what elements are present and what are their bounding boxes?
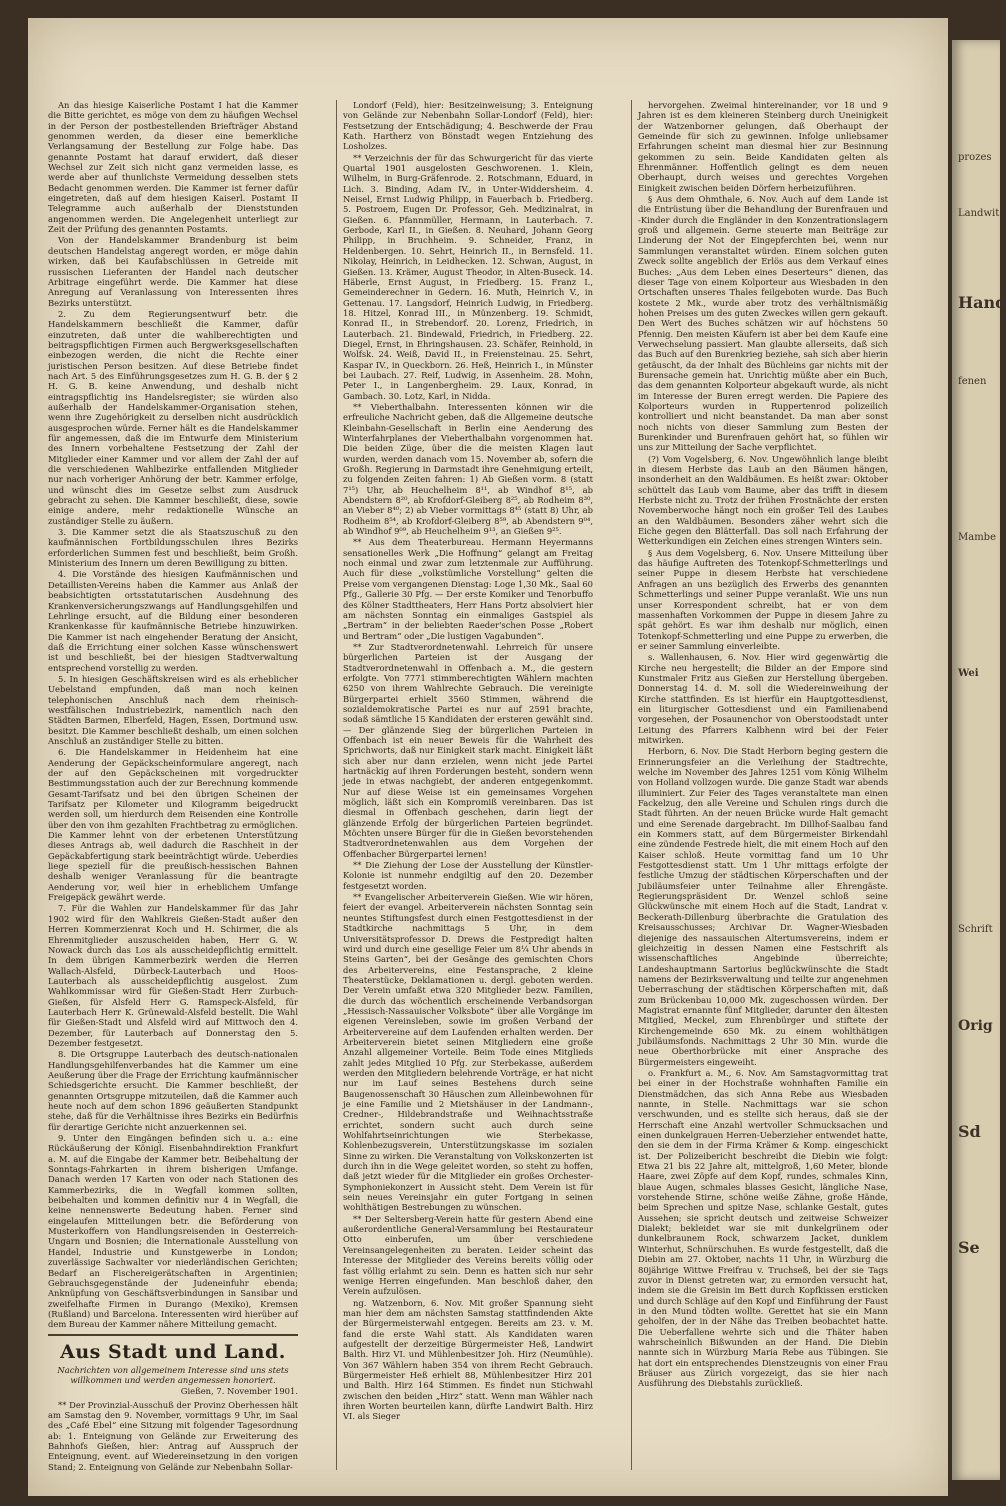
article-paragraph: ng. Watzenborn, 6. Nov. Mit großer Spannung sieht man hier dem am nächsten Samstag stattfindenden Akte der Bürgermeisterwahl entgegen. Bereits am 23. v. M. fand die erste Wahl statt. Als Kandidaten waren aufgestellt der derzeitige Bürgermeister Heß, Landwirt Balth. Hirz VI. und Mühlenbesitzer Joh. Hirz (Neumühle). Von 367 Wählern haben 354 von ihrem Recht Gebrauch. Bürgermeister Heß erhielt 88, Mühlenbesitzer Hirz 201 und Balth. Hirz 164 Stimmen. Es findet nun Stichwahl zwischen den beiden „Hirz“ statt. Wenn man Wähler nach ihren Worten beurteilen kann, dürfte Landwirt Balth. Hirz VI. als Sieger	[343, 1297, 593, 1422]
article-paragraph: ** Evangelischer Arbeiterverein Gießen. Wie wir hören, feiert der evangel. Arbeiterverein nächsten Sonntag sein neuntes Stiftungsfest durch einen Festgottesdienst in der Stadtkirche nachmittags 5 Uhr, in dem Universitätsprofessor D. Drews die Festpredigt halten wird und durch eine gesellige Feier um 8¼ Uhr abends in Steins Garten“, bei der Gesänge des gemischten Chors des Arbeitervereins, eine Festansprache, 2 kleine Theaterstücke, Deklamationen u. dergl. geboten werden. Der Verein umfaßt etwa 320 Mitglieder bezw. Familien, die durch das wöchentlich erscheinende Verbandsorgan „Hessisch-Nassauischer Volksbote“ über alle Vorgänge im eigenen Vereinsleben, sowie im großen Verband der Arbeitervereine auf dem Laufenden erhalten werden. Der Arbeiterverein bietet seinen Mitgliedern eine große Anzahl allgemeiner Vorteile. Beim Tode eines Mitglieds zahlt jedes Mitglied 10 Pfg. zur Sterbekasse, außerdem werden den Mitgliedern belehrende Vorträge, er hat nicht nur im Lauf seines Bestehens durch seine Baugenossenschaft 30 Häuschen zum Alleinbewohnen für je eine Familie und 2 Mietshäuser in der Landmann-, Credner-, Hildebrandstraße und Weihnachtsstraße errichtet, sondern sucht auch durch seine Wohlfahrtseinrichtungen wie Sterbekasse, Kohlenbezugsverein, Unterstützungskasse im sozialen Sinne zu wirken. Die Veranstaltung von Volkskonzerten ist durch ihn in die Wege geleitet worden, so steht zu hoffen, daß jetzt wieder für die Mitglieder ein großes Orchester-Symphoniekonzert in Aussicht steht. Dem Verein ist für sein neues Vereinsjahr ein guter Fortgang in seinen wohlthätigen Bestrebungen zu wünschen.	[343, 892, 593, 1213]
article-paragraph: § Aus dem Ohmthale, 6. Nov. Auch auf dem Lande ist die Entrüstung über die Behandlung der Burenfrauen und -Kinder durch die Engländer in den Konzentrationslagern groß und allgemein. Gerne steuerte man Beiträge zur Linderung der Not der Eingepferchten bei, wenn nur Sammlungen veranstaltet würden. Einem solchen guten Zweck sollte angeblich der Erlös aus dem Verkauf eines Buches: „Aus dem Leben eines Deserteurs“ dienen, das dieser Tage von einem Kolporteur aus Wiesbaden in den Ortschaften unseres Thales feilgeboten wurde. Das Buch kostete 2 Mk., wurde aber trotz des verhältnismäßig hohen Preises um des guten Zweckes willen gern gekauft. Den Wert des Buches schätzen wir auf höchstens 50 Pfennig. Den meisten Käufern ist aber bei dem Kaufe eine Verwechselung passiert. Man glaubte allerseits, daß sich das Buch auf den Burenkrieg beziehe, sah sich aber hierin getäuscht, da der Inhalt des Büchleins gar nichts mit der Burensache gemein hat. Unrichtig müßte aber ein Buch, das dem genannten Kolporteur abgekauft wurde, als nicht im Interesse der Buren erregt werden. Die Papiere des Kolporteurs wurden in Ruppertenrod polizeilich kontrolliert und nicht beanstandet. Da man aber sonst noch nichts von dieser Sammlung zum Besten der Burenkinder und Burenfrauen gehört hat, so fühlen wir uns zur Mitteilung der Sache verpflichtet.	[638, 194, 888, 453]
article-paragraph: 2. Zu dem Regierungsentwurf betr. die Handelskammern beschließt die Kammer, dafür einzutreten, daß unter die wahlberechtigten und beitragspflichtigen Firmen auch Bergwerksgesellschaften einbezogen werden, die nicht die Rechte einer juristischen Person besitzen. Auf diese Betriebe findet nach Art. 5 des Einführungsgesetzes zum H. G. B. der § 2 H. G. B. keine Anwendung, und deshalb nicht eintragspflichtig ins Handelsregister; sie würden also außerhalb der Handelskammer-Organisation stehen, wenn ihre Zugehörigkeit zu derselben nicht ausdrücklich ausgesprochen würde. Ferner hält es die Handelskammer für angemessen, daß die im Entwurfe dem Ministerium des Innern vorbehaltene Festsetzung der Zahl der Mitglieder einer Kammer und vor allem der Zahl der auf die verschiedenen Wahlbezirke entfallenden Mitglieder nur nach vorheriger Anhörung der betr. Kammer erfolge, und wünscht dies im Gesetze selbst zum Ausdruck gebracht zu sehen. Die Kammer beschließt, diese, sowie einige andere, mehr redaktionelle Wünsche an zuständiger Stelle zu äußern.	[48, 308, 298, 526]
article-paragraph: ** Vieberthalbahn. Interessenten können wir die erfreuliche Nachricht geben, daß die Allgemeine deutsche Kleinbahn-Gesellschaft in Berlin eine Aenderung des Winterfahrplanes der Vieberthalbahn vorgenommen hat. Die beiden Züge, über die die meisten Klagen laut wurden, werden danach vom 15. November ab, sofern die Großh. Regierung in Darmstadt ihre Genehmigung erteilt, zu folgenden Zeiten fahren: 1) Ab Gießen vorm. 8 (statt 7¹⁵) Uhr, ab Heuchelheim 8¹¹, ab Windhof 8¹⁵, ab Abendstern 8²⁰, ab Krofdorf-Gleiberg 8²⁵, ab Rodheim 8³⁰, an Vieber 8⁴⁰; 2) ab Vieber vormittags 8⁴⁵ (statt 8) Uhr, ab Rodheim 8⁵⁴, ab Krofdorf-Gleiberg 8⁵⁹, ab Abendstern 9⁰⁴, ab Windhof 9⁰⁹, ab Heuchelheim 9¹³, an Gießen 9²⁵.	[343, 401, 593, 537]
edge-text: Sd	[958, 1122, 981, 1141]
article-paragraph: 4. Die Vorstände des hiesigen Kaufmännischen und Detaillisten-Vereins haben die Kammer aus Anlaß der beabsichtigten ortsstatutarischen Ausdehnung des Krankenversicherungszwangs auf Handlungsgehilfen und Lehrlinge ersucht, auf die Bildung einer besonderen Krankenkasse für kaufmännische Betriebe hinzuwirken. Die Kammer ist nach eingehender Beratung der Ansicht, daß die Errichtung einer solchen Kasse wünschenswert ist und beschließt, bei der hiesigen Stadtverwaltung entsprechend vorstellig zu werden.	[48, 569, 298, 673]
edge-text: Orig	[958, 1018, 993, 1034]
column-2	[343, 100, 593, 1470]
edge-text: Wei	[958, 668, 979, 679]
adjacent-page-edge	[952, 40, 1006, 1480]
article-paragraph: § Aus dem Vogelsberg, 6. Nov. Unsere Mitteilung über das häufige Auftreten des Totenkopf-Schmetterlings und seiner Puppe in diesem Herbste hat verschiedene Anfragen an uns bezüglich des Erwerbs des genannten Schmetterlings und seiner Puppe veranlaßt. Wie uns nun unser Korrespondent schreibt, hat er von dem massenhaften Vorkommen der Puppe in diesem Jahre zu spät gehört. Es war ihm deshalb nur möglich, einen Totenkopf-Schmetterling und eine Puppe zu erwerben, die er seiner Sammlung einverleibte.	[638, 547, 888, 651]
article-paragraph: ** Der Seltersberg-Verein hatte für gestern Abend eine außerordentliche General-Versammlung bei Restaurateur Otto einberufen, um über verschiedene Vereinsangelegenheiten zu beraten. Leider scheint das Interesse der Mitglieder des Vereins bereits völlig oder fast völlig erlahmt zu sein. Denn es hatten sich nur sehr wenige Herren eingefunden. Man beschloß daher, den Verein aufzulösen.	[343, 1213, 593, 1297]
article-paragraph: 8. Die Ortsgruppe Lauterbach des deutsch-nationalen Handlungsgehilfenverbandes hat die Kammer um eine Aeußerung über die Frage der Errichtung kaufmännischer Schiedsgerichte ersucht. Die Kammer beschließt, der genannten Ortsgruppe mitzuteilen, daß die Kammer auch heute noch auf dem schon 1896 geäußerten Standpunkt stehe, daß für die Verhältnisse ihres Bezirks ein Bedürfnis für derartige Gerichte nicht anzuerkennen sei.	[48, 1049, 298, 1132]
article-paragraph: ** Der Provinzial-Ausschuß der Provinz Oberhessen hält am Samstag den 9. November, vormittags 9 Uhr, im Saal des „Café Ebel“ eine Sitzung mit folgender Tagesordnung ab: 1. Enteignung von Gelände zur Erweiterung des Bahnhofs Gießen, hier: Antrag auf Ausspruch der Enteignung, event. auf Wiedereinsetzung in den vorigen Stand; 2. Enteignung von Gelände zur Nebenbahn Sollar-	[48, 1399, 298, 1472]
article-paragraph: Londorf (Feld), hier: Besitzeinweisung; 3. Enteignung von Gelände zur Nebenbahn Sollar-Londorf (Feld), hier: Festsetzung der Entschädigung; 4. Beschwerde der Frau Kath. Hartherz von Bönstadt wegen Entziehung des Losholzes.	[343, 100, 593, 152]
edge-text: Hand	[958, 293, 1006, 312]
column-rule	[631, 100, 632, 1470]
edge-text: Se	[958, 1238, 980, 1257]
article-paragraph: 7. Für die Wahlen zur Handelskammer für das Jahr 1902 wird für den Wahlkreis Gießen-Stadt außer den Herren Kommerzienrat Koch und H. Schirmer, die als Ehrenmitglieder auszuscheiden haben, Herr G. W. Nowack durch das Los als ausscheidepflichtig ermittelt. In dem übrigen Kammerbezirk werden die Herren Wallach-Alsfeld, Dürbeck-Lauterbach und Hoos-Lauterbach als ausscheidepflichtig ausgelost. Zum Wahlkommissar wird für Gießen-Stadt Herr Zurbuch-Gießen, für Alsfeld Herr G. Ramspeck-Alsfeld, für Lauterbach Herr K. Grünewald-Alsfeld bestellt. Die Wahl für Gießen-Stadt und Alsfeld wird auf Mittwoch den 4. Dezember, für Lauterbach auf Donnerstag den 5. Dezember festgesetzt.	[48, 903, 298, 1048]
column-3	[638, 100, 888, 1470]
edge-text: fenen	[958, 376, 987, 387]
article-paragraph: An das hiesige Kaiserliche Postamt I hat die Kammer die Bitte gerichtet, es möge von dem zu häufigen Wechsel in der Person der postbestellenden Briefträger Abstand genommen werden, da dieser eine bemerkliche Verlangsamung der Bestellung zur Folge habe. Das genannte Postamt hat darauf erwidert, daß dieser Wechsel zur Zeit sich nicht ganz vermeiden lasse, es werde aber auf thunlichste Vermeidung desselben stets Bedacht genommen werden. Die Kammer ist ferner dafür eingetreten, daß auf dem hiesigen Kaiserl. Postamt II Telegramme auch außerhalb der Dienststunden angenommen werden. Die Angelegenheit unterliegt zur Zeit der Prüfung des genannten Postamts.	[48, 100, 298, 235]
article-paragraph: 9. Unter den Eingängen befinden sich u. a.: eine Rückäußerung der Königl. Eisenbahndirektion Frankfurt a. M. auf die Eingabe der Kammer betr. Beibehaltung der Sonntags-Fahrkarten in ihrem bisherigen Umfange. Danach werden 17 Karten von oder nach Stationen des Kammerbezirks, die in Wegfall kommen sollten, beibehalten und kommen definitiv nur 4 in Wegfall, die keine nennenswerte Bedeutung haben. Ferner sind eingelaufen Mitteilungen betr. die Beförderung von Musterkoffern von Handlungsreisenden in Oesterreich-Ungarn und Bosnien; die Internationale Ausstellung von Handel, Industrie und Kunstgewerbe in London; zuverlässige Sachwalter vor niederländischen Gerichten; Bedarf an Fischereigerätschaften in Argentinien; Gebrauchsgegenstände der Judeneinfuhr ebenda; Anknüpfung von Geschäftsverbindungen in Sansibar und zweifelhafte Firmen in Durango (Mexiko), Kremsen (Rußland) und Barcelona. Interessenten wird hierüber auf dem Bureau der Kammer nähere Mitteilung gemacht.	[48, 1133, 298, 1330]
column-1	[48, 100, 298, 1470]
article-paragraph: ** Verzeichnis der für das Schwurgericht für das vierte Quartal 1901 ausgelosten Geschworenen. 1. Klein, Wilhelm, in Burg-Gräfenrode. 2. Rotschmann, Eduard, in Lich. 3. Binding, Adam IV., in Unter-Widdersheim. 4. Neisel, Ernst Ludwig Philipp, in Fauerbach b. Friedberg. 5. Postroem, Eugen Dr. Professor, Geh. Medizinalrat, in Gießen. 6. Pfannmüller, Hermann, in Lauterbach. 7. Gerbode, Karl II., in Gießen. 8. Neuhard, Johann Georg Philipp, in Bruchheim. 9. Schneider, Franz, in Heldenbergen. 10. Sehrt, Heinrich II., in Bernsfeld. 11. Nikolay, Heinrich, in Leidhecken. 12. Schwan, August, in Gießen. 13. Krämer, August Theodor, in Alten-Buseck. 14. Häberle, Ernst August, in Friedberg. 15. Franz I., Gemeinderechner in Gedern. 16. Muth, Heinrich V., in Gettenau. 17. Langsdorf, Heinrich Ludwig, in Friedberg. 18. Hitzel, Konrad III., in Münzenberg. 19. Schmidt, Konrad II., in Strebendorf. 20. Lorenz, Friedrich, in Lauterbach. 21. Bindewald, Friedrich, in Friedberg. 22. Diegel, Ernst, in Ehringshausen. 23. Schäfer, Reinhold, in Wolfsk. 24. Weiß, David II., in Freiensteinau. 25. Sehrt, Kaspar IV., in Queckborn. 26. Heß, Heinrich I., in Münster bei Laubach. 27. Reif, Ludwig, in Assenheim. 28. Mohn, Peter I., in Langenbergheim. 29. Laux, Konrad, in Gambach. 30. Lotz, Karl, in Nidda.	[343, 152, 593, 401]
article-paragraph: ** Zur Stadtverordnetenwahl. Lehrreich für unsere bürgerlichen Parteien ist der Ausgang der Stadtverordnetenwahl in Offenbach a. M., die gestern erfolgte. Von 7771 stimmberechtigten Wählern machten 6250 von ihrem Wahlrechte Gebrauch. Die vereinigte Bürgerpartei erhielt 3560 Stimmen, während die sozialdemokratische Partei es nur auf 2591 brachte, sodaß sämtliche 15 Kandidaten der ersteren gewählt sind. — Der glänzende Sieg der bürgerlichen Parteien in Offenbach ist ein neuer Beweis für die Wahrheit des Sprichworts, daß nur Einigkeit stark macht. Einigkeit läßt sich aber nur dann erzielen, wenn nicht jede Partei hartnäckig auf ihren Forderungen besteht, sondern wenn jede in etwas nachgiebt, der anderen entgegenkommt. Nur auf diese Weise ist ein gemeinsames Vorgehen möglich, läßt sich ein Kompromiß vereinbaren. Das ist diesmal in Offenbach geschehen, darin liegt der glänzende Erfolg der bürgerlichen Parteien begründet. Möchten unsere Bürger für die in Gießen bevorstehenden Stadtverordnetenwahlen aus dem Vorgehen der Offenbacher Bürgerpartei lernen!	[343, 641, 593, 859]
article-paragraph: Herborn, 6. Nov. Die Stadt Herborn beging gestern die Erinnerungsfeier an die Verleihung der Stadtrechte, welche im November des Jahres 1251 vom König Wilhelm von Holland vollzogen wurde. Die ganze Stadt war abends illuminiert. Zur Feier des Tages veranstaltete man einen Fackelzug, den alle Vereine und Schulen rings durch die Stadt führten. An der neuen Brücke wurde Halt gemacht und eine Serenade dargebracht. Im Dillhof-Saalbau fand ein Kommers statt, auf dem Bürgermeister Birkendahl eine zündende Festrede hielt, die mit einem Hoch auf den Kaiser schloß. Heute vormittag fand um 10 Uhr Festgottesdienst statt. Um 1 Uhr mittags erfolgte der festliche Umzug der städtischen Körperschaften und der Jubiläumsfeier unter Teilnahme aller Ehrengäste. Regierungspräsident Dr. Wenzel schloß seine Glückwünsche mit einem Hoch auf die Stadt, Landrat v. Beckerath-Dillenburg überbrachte die Gratulation des Kreisausschusses; Archivar Dr. Wagner-Wiesbaden diejenige des nassauischen Altertumsvereins, indem er gleichzeitig in dessen Namen eine Festschrift als wissenschaftliches Angebinde überreichte; Landeshauptmann Sartorius beglückwünschte die Stadt namens der Bezirksverwaltung und teilte zur angenehmen Ueberraschung der städtischen Körperschaften mit, daß zum Brückenbau 10,000 Mk. zugeschossen würden. Der Magistrat ernannte fünf Mitglieder, darunter den ältesten Mitglied, Meckel, zum Ehrenbürger und stiftete der Kirchengemeinde 650 Mk. zu einem wohlthätigen Jubiläumsfonds. Nachmittags 2 Uhr 30 Min. wurde die neue Oberthorbrücke mit einer Ansprache des Bürgermeisters eingeweiht.	[638, 746, 888, 1067]
article-paragraph: s. Wallenhausen, 6. Nov. Hier wird gegenwärtig die Kirche neu hergestellt; die Bilder an der Empore sind Kunstmaler Fritz aus Gießen zur Herstellung übergeben. Donnerstag 14. d. M. soll die Wiedereinweihung der Kirche stattfinden. Es ist hierfür ein Hauptgottesdienst, ein liturgischer Gottesdienst und ein Familienabend vorgesehen, der Posaunenchor von Oberstoodstadt unter Leitung des Pfarrers Kalbhenn wird bei der Feier mitwirken.	[638, 652, 888, 745]
article-paragraph: 6. Die Handelskammer in Heidenheim hat eine Aenderung der Gepäckscheinformulare angeregt, nach der auf den Gepäckscheinen mit vorgedruckter Bestimmungsstation auch der zur Berechnung kommende Gesamt-Tarifsatz und bei den übrigen Scheinen der Tarifsatz per Kilometer und Kilogramm beigedruckt werden soll, um hierdurch dem Reisenden eine Kontrolle über den von ihm gezahlten Frachtbetrag zu ermöglichen. Die Kammer lehnt von der erbetenen Unterstützung dieses Antrags ab, weil dadurch die Raschheit in der Gepäckabfertigung stark beeinträchtigt würde. Ueberdies liege speziell für die preußisch-hessischen Bahnen deshalb weniger Veranlassung für die beantragte Aenderung vor, weil hier in erheblichem Umfange Freigepäck gewährt werde.	[48, 747, 298, 903]
edge-text: Schrift	[958, 924, 993, 935]
column-rule	[336, 100, 337, 1470]
article-paragraph: Von der Handelskammer Brandenburg ist beim deutschen Handelstag angeregt worden, er möge dahin wirken, daß bei Kaufabschlüssen in Getreide mit russischen Lieferanten der Handel nach deutscher Arbitrage eingeführt werde. Die Kammer hat diese Anregung auf Veranlassung von Interessenten ihres Bezirks unterstützt.	[48, 235, 298, 308]
edge-text: prozes	[958, 152, 992, 163]
article-paragraph: hervorgehen. Zweimal hintereinander, vor 18 und 9 Jahren ist es dem kleineren Steinberg durch Uneinigkeit der Watzenborner gelungen, daß Oberhaupt der Gemeinde für sich zu gewinnen. Infolge unliebsamer Erfahrungen scheint man diesmal hier zur Besinnung gekommen zu sein. Beide Kandidaten gelten als Ehrenmänner. Hoffentlich gelingt es dem neuen Oberhaupt, durch weises und gerechtes Vorgehen Einigkeit zwischen beiden Dörfern herbeizuführen.	[638, 100, 888, 193]
article-paragraph: 5. In hiesigen Geschäftskreisen wird es als erheblicher Uebelstand empfunden, daß man noch keinen telephonischen Anschluß nach dem rheinisch-westfälischen Industriebezirk, namentlich nach den Städten Barmen, Elberfeld, Hagen, Essen, Dortmund usw. besitzt. Die Kammer beschließt deshalb, um einen solchen Anschluß an zuständiger Stelle zu bitten.	[48, 673, 298, 746]
article-paragraph: ** Aus dem Theaterbureau. Hermann Heyermanns sensationelles Werk „Die Hoffnung“ gelangt am Freitag noch einmal und zwar zum letztenmale zur Aufführung. Auch für diese „volkstümliche Vorstellung“ gelten die Preise vom vergangenen Dienstag: Loge 1,30 Mk., Saal 60 Pfg., Gallerie 30 Pfg. — Der erste Komiker und Tenorbuffo des Kölner Stadttheaters, Herr Hans Portz absolviert hier am nächsten Sonntag ein einmaliges Gastspiel als „Bertram“ in der beliebten Raeder'schen Posse „Robert und Bertram“ oder „Die lustigen Vagabunden“.	[343, 537, 593, 641]
article-paragraph: 3. Die Kammer setzt die als Staatszuschuß zu den kaufmännischen Fortbildungsschulen ihres Bezirks erforderlichen Summen fest und beschließt, beim Großh. Ministerium des Innern um deren Bewilligung zu bitten.	[48, 527, 298, 569]
article-paragraph: ** Die Ziehung der Lose der Ausstellung der Künstler-Kolonie ist nunmehr endgiltig auf den 20. Dezember festgesetzt worden.	[343, 860, 593, 891]
section-divider	[48, 1334, 298, 1336]
section-subtitle: Nachrichten von allgemeinem Interesse sind uns stets willkommen und werden angemessen honoriert.	[57, 1364, 289, 1385]
edge-text: Landwit	[958, 208, 1000, 219]
dateline: Gießen, 7. November 1901.	[180, 1386, 298, 1397]
section-title: Aus Stadt und Land.	[60, 1340, 286, 1363]
article-paragraph: o. Frankfurt a. M., 6. Nov. Am Samstagvormittag trat bei einer in der Hochstraße wohnhaften Familie ein Dienstmädchen, das sich Anna Rebe aus Wiesbaden nannte, in Stelle. Nachmittags war sie schon verschwunden, und es stellte sich heraus, daß sie der Herrschaft eine Anzahl wertvoller Schmucksachen und einen dunkelgrauen Herren-Ueberzieher entwendet hatte, den sie dem in der Firma Krämer & Komp. eingeschickt ist. Der Polizeibericht beschreibt die Diebin wie folgt: Etwa 21 bis 22 Jahre alt, mittelgroß, 1,60 Meter, blonde Haare, zwei Zöpfe auf dem Kopf, rundes, schmales Kinn, blaue Augen, schmales blasses Gesicht, längliche Nase, vorstehende Stirne, schöne weiße Zähne, große Hände, beim Sprechen und spitze Nase, schlanke Gestalt, gutes Aussehen; sie spricht deutsch und zeitweise Schweizer Dialekt; bekleidet war sie mit dunkelgrünem oder dunkelbraunem Rock, schwarzem Jacket, dunklem Winterhut, Schnürschuhen. Es wurde festgestellt, daß die Diebin am 27. Oktober, nachts 11 Uhr, in Würzburg die 80jährige Wittwe Freifrau v. Truchseß, bei der sie Tags zuvor in Dienst getreten war, zu ermorden versucht hat, indem sie die Greisin im Bett durch Kopfkissen ersticken und durch Schläge auf den Kopf und Einführung der Faust in den Mund tödten wollte. Gerettet hat sie ein Mann geholfen, der in der Nähe das Treiben beobachtet hatte. Die Ueberfallene wehrte sich und die Thäter haben wahrscheinlich Bißwunden an der Hand. Die Diebin nannte sich in Würzburg Maria Rebe aus Tübingen. Sie hat dort ein entsprechendes Dienstzeugnis von einer Frau Bräuser aus Zürich vorgezeigt, das sie hier nach Ausführung des Diebstahls zurückließ.	[638, 1067, 888, 1389]
article-paragraph: (?) Vom Vogelsberg, 6. Nov. Ungewöhnlich lange bleibt in diesem Herbste das Laub an den Bäumen hängen, insonderheit an den Waldbäumen. Es heißt zwar: Oktober schüttelt das Laub vom Baume, aber das trifft in diesem Herbste nicht zu. Trotz der frühen Frostnächte der ersten Novemberwoche hängt noch ein großer Teil des Laubes an den Waldbäumen. Besonders zäher wehrt sich die Eiche gegen den Blätterfall. Das soll nach Erfahrung der Wetterkundigen ein Zeichen eines strengen Winters sein.	[638, 453, 888, 547]
edge-text: Mambe	[958, 532, 997, 543]
